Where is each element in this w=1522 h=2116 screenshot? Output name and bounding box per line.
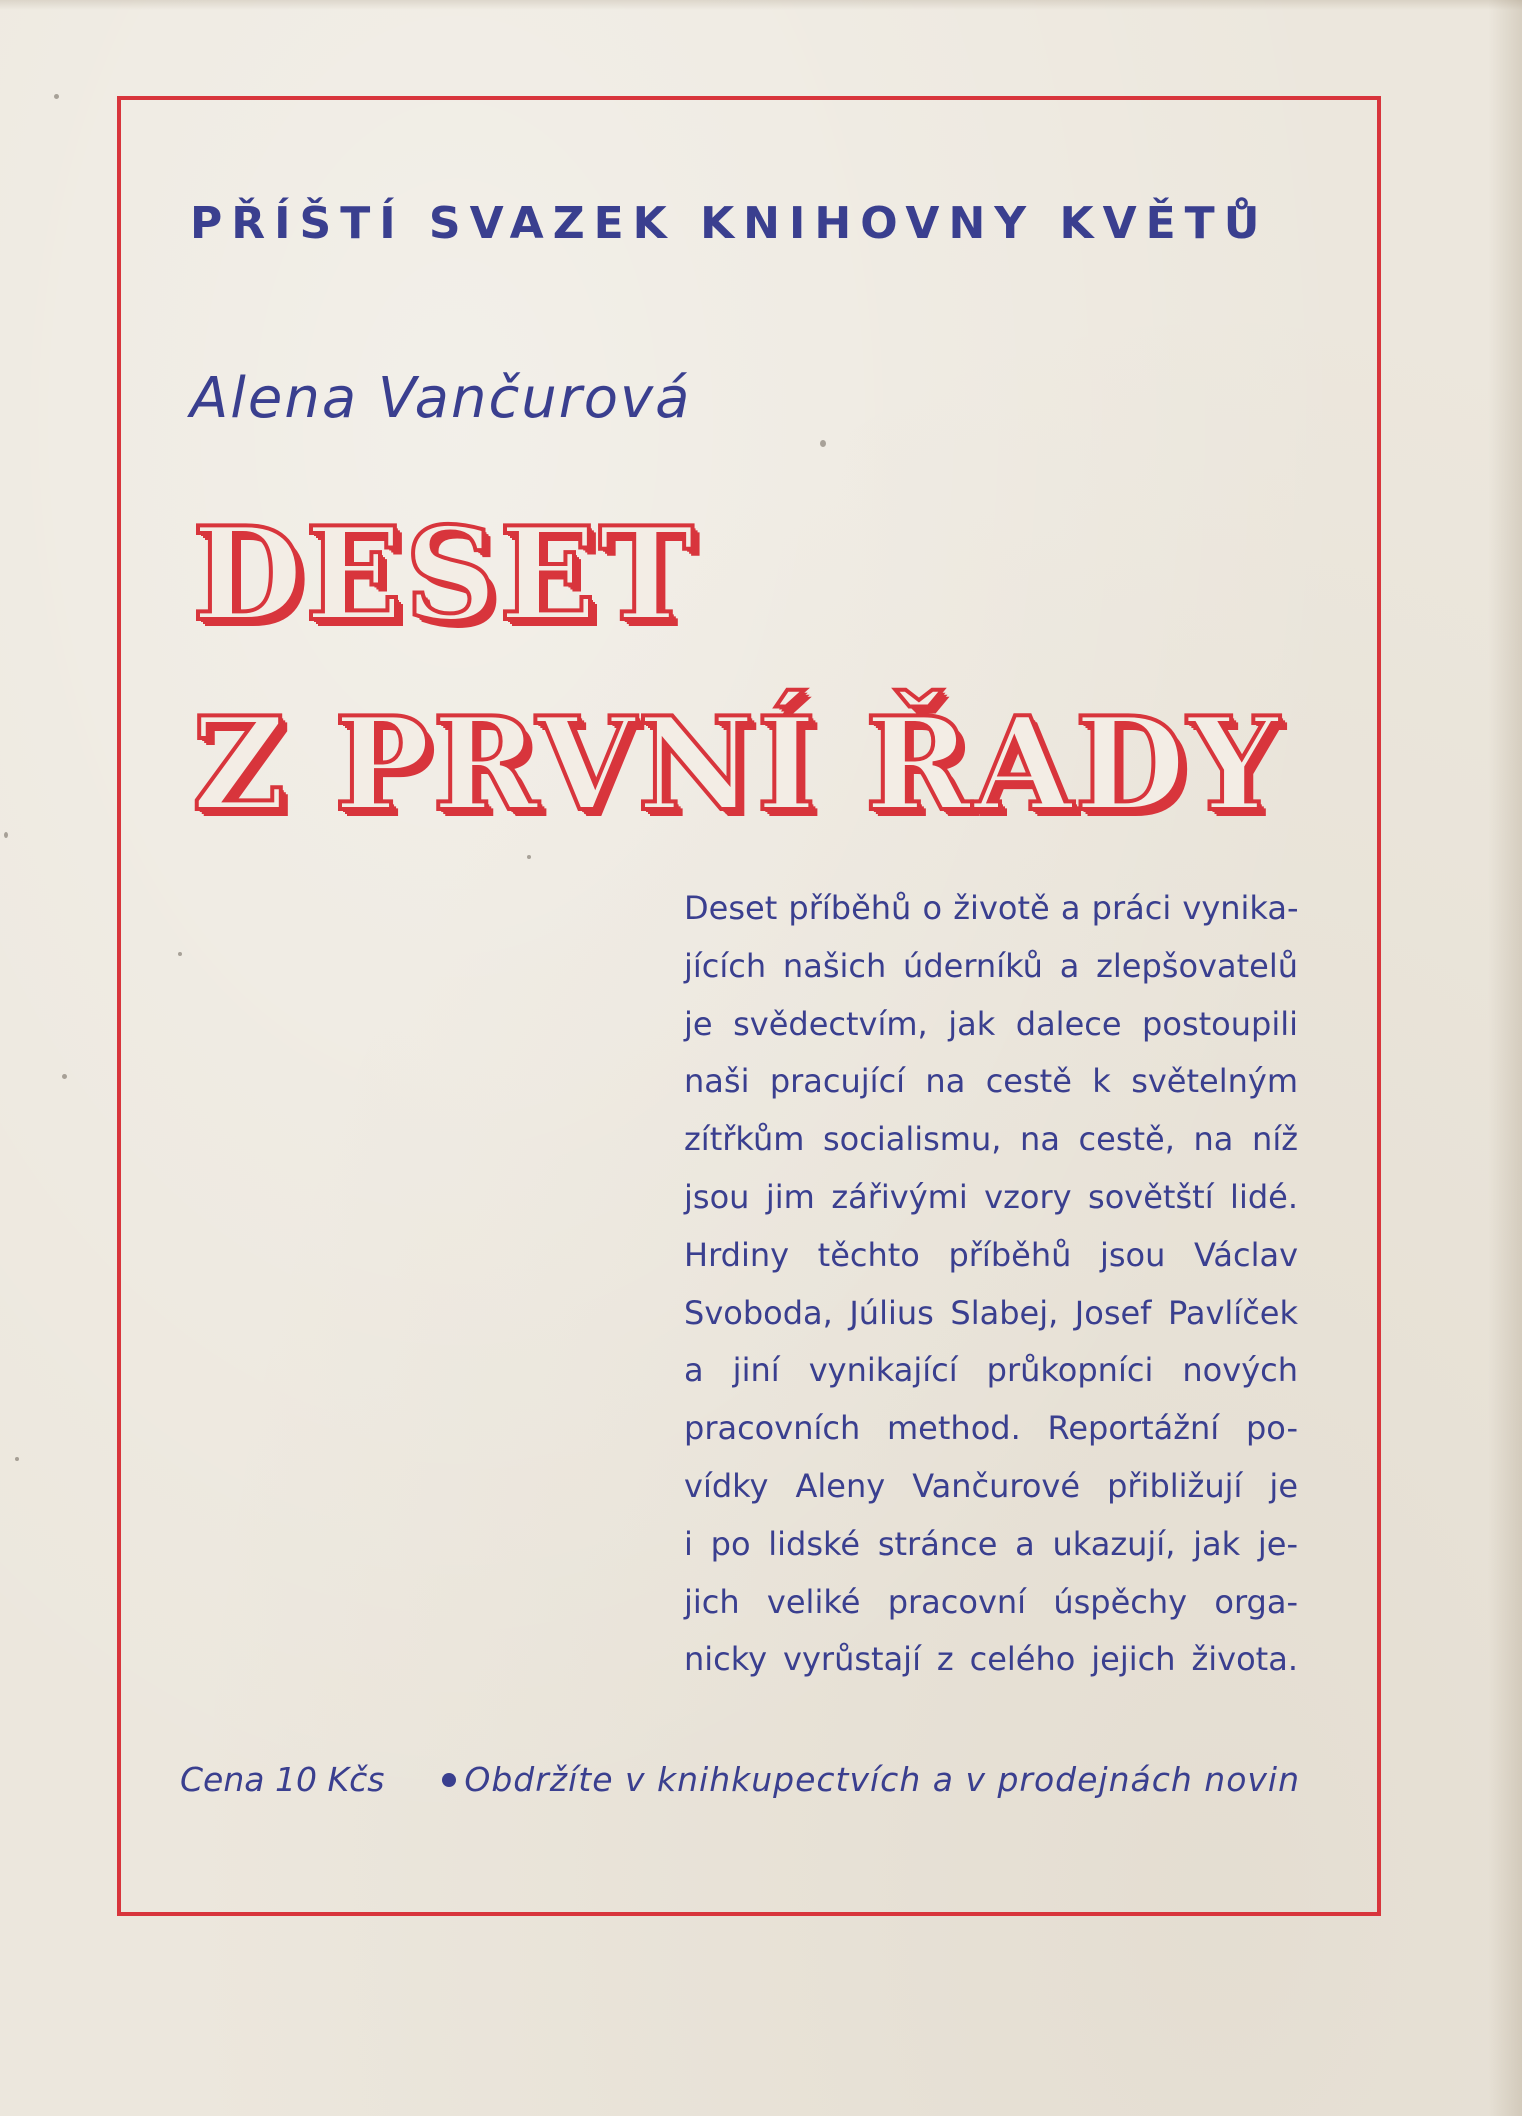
- paper-speck: [15, 1457, 19, 1461]
- book-description: [684, 880, 1298, 1689]
- description-line: nicky vyrůstají z celého jejich života.: [684, 1640, 1298, 1679]
- paper-speck: [62, 1074, 67, 1079]
- book-title-line-1: DESET: [192, 500, 696, 650]
- bullet-separator-icon: [442, 1773, 456, 1787]
- description-line: jících našich úderníků a zlepšovatelů: [684, 946, 1298, 985]
- paper-edge-shadow-right: [1488, 0, 1522, 2116]
- description-line: jich veliké pracovní úspěchy orga-: [684, 1582, 1298, 1621]
- description-line: jsou jim zářivými vzory sovětští lidé.: [684, 1177, 1298, 1216]
- description-line: pracovních method. Reportážní po-: [684, 1409, 1298, 1448]
- description-line: vídky Aleny Vančurové přibližují je: [684, 1466, 1298, 1505]
- description-line: Hrdiny těchto příběhů jsou Václav: [684, 1235, 1298, 1274]
- paper-speck: [54, 94, 59, 99]
- footer-line: [180, 1760, 1300, 1808]
- book-title-line-2: Z PRVNÍ ŘADY: [192, 690, 1281, 840]
- description-line: naši pracující na cestě k světelným: [684, 1062, 1298, 1101]
- description-line: i po lidské stránce a ukazují, jak je-: [684, 1524, 1298, 1563]
- paper-edge-shadow-top: [0, 0, 1522, 10]
- paper-speck: [4, 832, 8, 838]
- availability-note: Obdržíte v knihkupectvích a v prodejnách novin: [464, 1760, 1300, 1799]
- author-name: Alena Vančurová: [190, 366, 692, 431]
- price-label: Cena 10 Kčs: [180, 1760, 385, 1799]
- description-line: Deset příběhů o životě a práci vynika-: [684, 889, 1299, 927]
- series-heading: PŘÍŠTÍ SVAZEK KNIHOVNY KVĚTŮ: [190, 198, 1269, 249]
- description-line: Svoboda, Július Slabej, Josef Pavlíček: [684, 1293, 1298, 1332]
- description-line: zítřkům socialismu, na cestě, na níž: [684, 1120, 1298, 1159]
- description-line: a jiní vynikající průkopníci nových: [684, 1351, 1298, 1390]
- description-line: je svědectvím, jak dalece postoupili: [684, 1004, 1298, 1043]
